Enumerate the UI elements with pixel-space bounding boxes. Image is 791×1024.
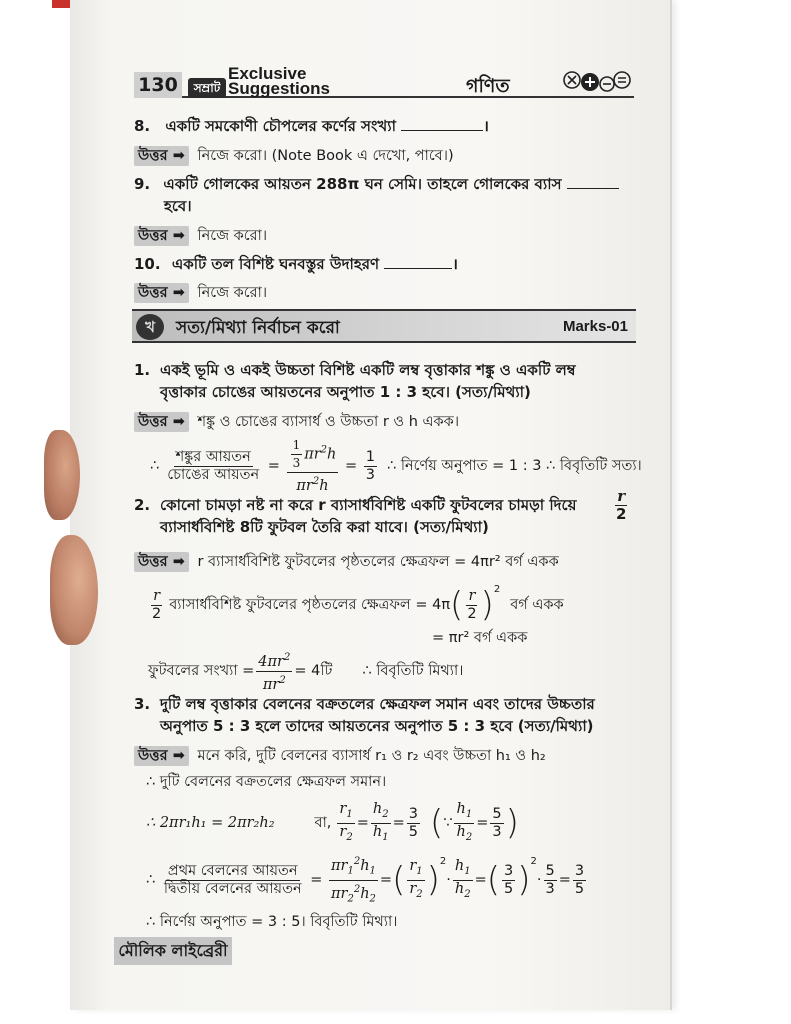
answer-tag: উত্তর ➡	[134, 746, 189, 766]
unit-text: বর্গ একক	[510, 597, 564, 613]
conclusion-text: ∴ নির্ণেয় অনুপাত = 1 : 3 ∴ বিবৃতিটি সত্য।	[387, 458, 642, 474]
math-symbols-icon	[560, 68, 632, 96]
question-9	[134, 174, 619, 194]
answer-text: নিজে করো।	[197, 228, 268, 244]
thumb	[50, 535, 98, 645]
tf-working-2-step4	[148, 650, 463, 692]
question-number: 9.	[134, 175, 151, 193]
step-text: ব্যাসার্ধবিশিষ্ট ফুটবলের পৃষ্ঠতলের ক্ষেত্রফল = 4π	[169, 597, 451, 613]
answer-text: r ব্যাসার্ধবিশিষ্ট ফুটবলের পৃষ্ঠতলের ক্ষেত্রফল = 4πr² বর্গ একক	[197, 554, 559, 570]
publisher-tag: মৌলিক লাইব্রেরী	[114, 937, 232, 965]
section-title: সত্য/মিথ্যা নির্বাচন করো	[176, 318, 340, 338]
result-fraction: $\frac{1}{3}$	[365, 448, 375, 483]
formula-fraction: $\frac{1}{3}$ $\pi r^2h$ $\pi r^2h$	[287, 437, 339, 495]
section-banner	[132, 309, 636, 343]
tf-working-3-step2: ∴ দুটি বেলনের বক্রতলের ক্ষেত্রফল সমান।	[146, 774, 387, 790]
question-text: একটি গোলকের আয়তন 288π ঘন সেমি। তাহলে গোলকের ব্যাস	[163, 175, 562, 193]
answer-10	[134, 283, 267, 303]
question-10	[134, 254, 458, 274]
tf-question-1-line1: একই ভূমি ও একই উচ্চতা বিশিষ্ট একটি লম্ব বৃত্তাকার শঙ্কু ও একটি লম্ব	[160, 361, 576, 379]
question-number: 10.	[134, 255, 161, 273]
question-number: 1.	[134, 361, 151, 379]
fraction-denominator: দ্বিতীয় বেলনের আয়তন	[163, 880, 302, 897]
subject-title: গণিত	[466, 75, 510, 97]
tf-question-1-line2: বৃত্তাকার চোঙের আয়তনের অনুপাত 1 : 3 হবে। (সত্য/মিথ্যা)	[160, 383, 531, 401]
answer-9	[134, 226, 267, 246]
fraction-denominator: চোঙের আয়তন	[167, 466, 260, 483]
tf-working-3-step4: ∴ $\frac{\text{প্রথম বেলনের আয়তন}}{\text{দ্বিতীয় বেলনের আয়তন}}$ = $\frac{\pi r_1^2h_1}{\pi r_2^2h_2}$ = ( $\frac{r_1}{r_2}$ ) $^2$ · $\frac{h_1}{h_2}$ = ( $\frac{3}{5}$ ) $^2$ · $\frac{5}{3}$ = $\frac{3}{5}$	[146, 852, 588, 908]
question-number: 8.	[134, 117, 151, 135]
answer-text: নিজে করো। (Note Book এ দেখো, পাবে।)	[197, 148, 454, 164]
answer-text: নিজে করো।	[197, 285, 268, 301]
answer-tag: উত্তর ➡	[134, 146, 189, 166]
question-8	[134, 116, 489, 136]
finger	[44, 430, 80, 520]
or-text: বা,	[314, 815, 332, 831]
question-9-line2: হবে।	[164, 197, 192, 215]
answer-tag: উত্তর ➡	[134, 412, 189, 432]
answer-blank	[567, 188, 619, 189]
brand-subtitle: Suggestions	[228, 79, 331, 98]
answer-8	[134, 146, 454, 166]
answer-text: মনে করি, দুটি বেলনের ব্যাসার্ধ r₁ ও r₂ এবং উচ্চতা h₁ ও h₂	[197, 748, 546, 764]
section-icon: খ	[136, 314, 164, 340]
tf-answer-3	[134, 746, 546, 766]
question-number: 2.	[134, 496, 151, 514]
therefore-symbol: ∴	[150, 458, 160, 474]
page-number: 130	[134, 72, 182, 98]
question-tail: ।	[452, 255, 458, 273]
r-over-2-fraction: $\frac{r}{2}$	[152, 587, 162, 622]
brand-title: Exclusive	[228, 64, 307, 83]
conclusion-text: ∴ বিবৃতিটি মিথ্যা।	[362, 663, 464, 679]
equation-text: ∴ 2πr₁h₁ = 2πr₂h₂	[146, 815, 275, 831]
tf-answer-1	[134, 412, 459, 432]
result-text: = 4টি	[294, 663, 333, 679]
r-over-2-fraction: $\frac{r}{2}$	[616, 487, 627, 523]
tf-question-2-line2: ব্যাসার্ধবিশিষ্ট 8টি ফুটবল তৈরি করা যাবে। (সত্য/মিথ্যা)	[160, 518, 489, 536]
tf-question-3-line2: অনুপাত 5 : 3 হলে তাদের আয়তনের অনুপাত 5 : 3 হবে (সত্য/মিথ্যা)	[160, 717, 594, 735]
answer-tag: উত্তর ➡	[134, 226, 189, 246]
tf-working-3-step3: ∴ 2πr₁h₁ = 2πr₂h₂ বা, $\frac{r_1}{r_2}$ = $\frac{h_2}{h_1}$ = $\frac{3}{5}$ ( ∵ $\frac{h_1}{h_2}$ = $\frac{5}{3}$ )	[146, 800, 519, 843]
question-text: একটি তল বিশিষ্ট ঘনবস্তুর উদাহরণ	[171, 255, 380, 273]
tf-question-3-line1: দুটি লম্ব বৃত্তাকার বেলনের বক্রতলের ক্ষেত্রফল সমান এবং তাদের উচ্চতার	[160, 695, 595, 713]
section-marks: Marks-01	[562, 318, 628, 335]
tf-answer-2	[134, 552, 559, 572]
volume-ratio-fraction	[165, 449, 261, 484]
math-expression: =	[263, 458, 285, 474]
brand-badge: সম্রাট	[188, 78, 226, 98]
tf-conclusion-3: ∴ নির্ণেয় অনুপাত = 3 : 5। বিবৃতিটি মিথ্যা।	[146, 914, 398, 930]
question-number: 3.	[134, 695, 151, 713]
step-text: ফুটবলের সংখ্যা =	[148, 663, 255, 679]
volume-ratio-fraction	[162, 863, 304, 898]
count-fraction: $\frac{4\pi r^2}{\pi r^2}$	[256, 649, 292, 694]
fraction-numerator: প্রথম বেলনের আয়তন	[167, 862, 298, 879]
answer-blank	[401, 130, 483, 131]
tf-working-2-step3: = πr² বর্গ একক	[432, 630, 528, 646]
question-text: একটি সমকোণী চৌপলের কর্ণের সংখ্যা	[165, 117, 396, 135]
answer-text: শঙ্কু ও চোঙের ব্যাসার্ধ ও উচ্চতা r ও h একক।	[197, 414, 460, 430]
answer-tag: উত্তর ➡	[134, 283, 189, 303]
tf-question-2-line1: কোনো চামড়া নষ্ট না করে r ব্যাসার্ধবিশিষ্ট একটি ফুটবলের চামড়া দিয়ে	[160, 496, 577, 514]
page-header	[134, 64, 634, 98]
tf-working-1: ∴ $\frac{\text{শঙ্কুর আয়তন}}{\text{চোঙের আয়তন}}$ = $\frac{1}{3}$ $\pi r^2h$ $\pi r^2h$ = $\frac{1}{3}$ ∴ নির্ণেয় অনুপাত = 1 : 3 ∴ বিবৃতিটি সত্য।	[150, 438, 642, 494]
question-tail: ।	[483, 117, 489, 135]
answer-blank	[384, 268, 452, 269]
fraction-numerator: শঙ্কুর আয়তন	[175, 448, 251, 465]
answer-tag: উত্তর ➡	[134, 552, 189, 572]
tf-working-2-step2: $\frac{r}{2}$ ব্যাসার্ধবিশিষ্ট ফুটবলের পৃষ্ঠতলের ক্ষেত্রফল = 4π ( $\frac{r}{2}$ ) $^2$ বর্গ একক	[152, 584, 564, 625]
book-edge	[52, 0, 72, 8]
